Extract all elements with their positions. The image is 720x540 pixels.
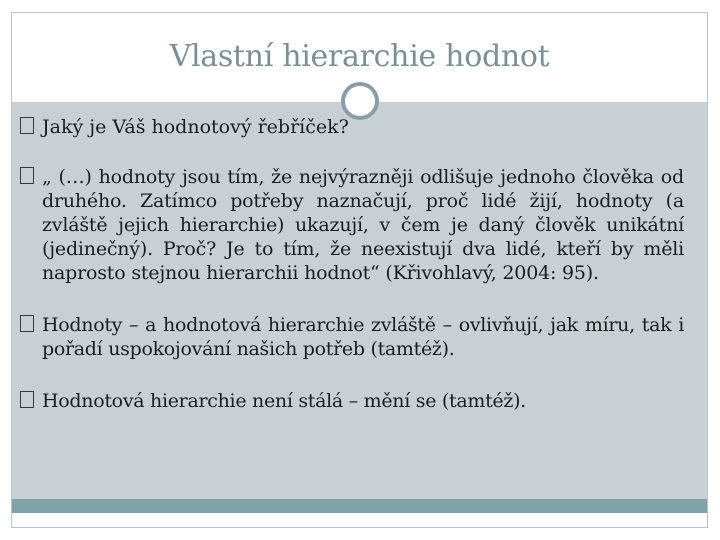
bullet-item [20, 165, 684, 285]
bullet-box-icon [20, 391, 34, 408]
bullet-item [20, 389, 684, 413]
bullet-text: Hodnotová hierarchie není stálá – mění se (tamtéž). [42, 390, 526, 412]
bottom-accent-band [12, 499, 707, 513]
decorative-ring-icon [341, 82, 379, 120]
slide-title: Vlastní hierarchie hodnot [169, 39, 550, 74]
content-area [12, 101, 707, 513]
bullet-list [20, 115, 684, 413]
bullet-item [20, 313, 684, 361]
slide-frame [11, 12, 708, 528]
bullet-text: Hodnoty – a hodnotová hierarchie zvláště – ovlivňují, jak míru, tak i pořadí uspokojování našich potřeb (tamtéž). [42, 314, 684, 360]
bullet-box-icon [20, 315, 34, 332]
bullet-text: Jaký je Váš hodnotový řebříček? [42, 116, 349, 138]
bullet-text: „ (…) hodnoty jsou tím, že nejvýrazněji odlišuje jednoho člověka od druhého. Zatímco potřeby naznačují, proč lidé žijí, hodnoty (a zvláště jejich hierarchie) ukazují, v čem je daný člověk unikátní (jedinečný). Proč? Je to tím, že neexistují dva lidé, kteří by měli naprosto stejnou hierarchii hodnot“ (Křivohlavý, 2004: 95). [42, 166, 684, 284]
bullet-box-icon [20, 167, 34, 184]
bullet-box-icon [20, 117, 34, 134]
